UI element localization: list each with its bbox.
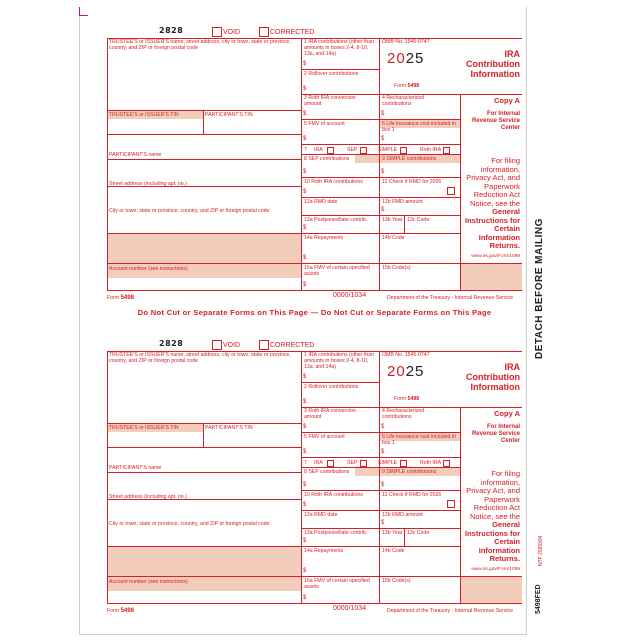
void-checkbox[interactable]: VOID [212,27,240,37]
city-label: City or town, state or province, country, and ZIP or foreign postal code [109,521,270,527]
account-label: Account number (see instructions) [109,266,188,272]
ira-checkbox[interactable] [327,460,334,467]
box14b-label: 14b Code [382,235,405,241]
form-label-top: Form 5498 [394,83,420,89]
trustee-tin-label: TRUSTEE'S or ISSUER'S TIN [109,112,179,118]
corrected-checkbox[interactable]: CORRECTED [259,27,314,37]
box7-label: 7 [304,147,307,153]
form-code: 2828 [159,26,184,35]
box13a-label: 13a Postponed/late contrib. [304,530,368,536]
catalog-number: 0000/1034 [333,292,367,299]
box7-ira: IRA [314,460,323,466]
form-title: IRA Contribution Information [466,362,520,392]
form-5498: 2828 VOID CORRECTED TRUSTEE'S or ISSUER'S name, street address, city or town, state or province, country, and ZIP or foreign postal code TRUSTEE'S or ISSUER'S TIN PARTICIPANT'S TIN PARTICIPANT'S name Street address (including apt. no.) City or town, state or province, country, and ZIP or foreign postal code Account number (see instructions) 1 IRA contributions (other than amounts in boxes 2-4, 8-10, 13a, and 14a) $ 2 Rollover contributions $ 3 Roth IRA conversion amount $ 5 FMV of account $ 7 IRA SEP SIMPLE Roth IRA 8 SEP contributions $ 10 Roth IRA contributions $ 12a RMD date 13a Postponed/late contrib. $ 14a Repayments $ 15a FMV of certain specified assets $ OMB No. 1545-0747 2025 Form 5498 4 Recharacterized contributions $ 6 Life insurance cost included in box 1 $ 9 SIMPLE contributions $ 11 Check if RMD for 2026 12b RMD amount $ 13b Year 13c Code 14b Code 15b Code(s) IRA Contribution Information Copy A For Internal Revenue Service Center For filing information, Privacy Act, and Paperwork Reduction Act Notice, see the General Instructions for Certain Information Returns. www.irs.gov/Form1099 Form 5498 0000/1034 Department of the Treasury - Internal Revenue Service [107,26,520,301]
box13b-label: 13b Year [382,217,403,223]
street-label: Street address (including apt. no.) [109,181,187,187]
form-title: IRA Contribution Information [466,49,520,79]
box7-roth: Roth IRA [420,460,442,466]
street-label: Street address (including apt. no.) [109,494,187,500]
box1-label: 1 IRA contributions (other than amounts in boxes 2-4, 8-10, 13a, and 14a) [304,39,375,57]
service-center: For Internal Revenue Service Center [471,424,520,444]
dept-label: Department of the Treasury - Internal Revenue Service [387,608,514,614]
box7-roth: Roth IRA [420,147,442,153]
box12a-label: 12a RMD date [304,512,338,518]
box1-label: 1 IRA contributions (other than amounts in boxes 2-4, 8-10, 13a, and 14a) [304,352,375,370]
roth-ira-checkbox[interactable] [443,460,450,467]
void-checkbox[interactable]: VOID [212,340,240,350]
trustee-label: TRUSTEE'S or ISSUER'S name, street address, city or town, state or province, country, and ZIP or foreign postal code [109,352,291,364]
shaded-area [107,233,301,263]
nte-label: NTF 2585994 [538,535,544,566]
box2-label: 2 Rollover contributions [304,384,359,390]
dept-label: Department of the Treasury - Internal Revenue Service [387,295,514,301]
account-label: Account number (see instructions) [109,579,188,585]
instructions: For filing information, Privacy Act, and Paperwork Reduction Act Notice, see the General Instructions for Certain Information Returns. [464,156,520,250]
shaded-area [460,263,522,290]
box14b-label: 14b Code [382,548,405,554]
omb-number: OMB No. 1545-0747 [382,39,430,45]
shaded-area [107,546,301,576]
roth-ira-checkbox[interactable] [443,147,450,154]
box6-label: 6 Life insurance cost included in box 1 [382,121,456,133]
trustee-label: TRUSTEE'S or ISSUER'S name, street address, city or town, state or province, country, and ZIP or foreign postal code [109,39,291,51]
participant-name-label: PARTICIPANT'S name [109,152,162,158]
box13c-label: 13c Code [407,530,430,536]
box8-label: 8 SEP contributions [304,156,350,162]
irs-url: www.irs.gov/Form1099 [471,254,520,259]
box7-ira: IRA [314,147,323,153]
box15a-label: 15a FMV of certain specified assets [304,265,370,277]
form-footer: Form 5498 [107,608,134,614]
ira-checkbox[interactable] [327,147,334,154]
shaded-area [460,576,522,603]
box9-label: 9 SIMPLE contributions [382,156,437,162]
sep-checkbox[interactable] [360,147,367,154]
box7-sep: SEP [347,460,358,466]
participant-tin-label: PARTICIPANT'S TIN [205,425,253,431]
box15a-label: 15a FMV of certain specified assets [304,578,370,590]
box7-simple: SIMPLE [378,147,398,153]
participant-tin-label: PARTICIPANT'S TIN [205,112,253,118]
instructions: For filing information, Privacy Act, and Paperwork Reduction Act Notice, see the General Instructions for Certain Information Returns. [464,469,520,563]
box5-label: 5 FMV of account [304,121,345,127]
tax-year: 2025 [387,50,425,67]
trustee-tin-label: TRUSTEE'S or ISSUER'S TIN [109,425,179,431]
box7-sep: SEP [347,147,358,153]
box5-label: 5 FMV of account [304,434,345,440]
box3-label: 3 Roth IRA conversion amount [304,95,356,107]
city-label: City or town, state or province, country, and ZIP or foreign postal code [109,208,270,214]
irs-url: www.irs.gov/Form1099 [471,567,520,572]
service-center: For Internal Revenue Service Center [471,111,520,131]
box15b-label: 15b Code(s) [382,265,411,271]
box13a-label: 13a Postponed/late contrib. [304,217,368,223]
copy-label: Copy A [494,409,520,418]
form-code: 2828 [159,339,184,348]
box9-label: 9 SIMPLE contributions [382,469,437,475]
box14a-label: 14a Repayments [304,235,344,241]
sep-checkbox[interactable] [360,460,367,467]
rmd-checkbox[interactable] [447,500,455,508]
catalog-number: 0000/1034 [333,605,367,612]
box11-label: 11 Check if RMD for 2026 [382,179,442,185]
box2-label: 2 Rollover contributions [304,71,359,77]
box10-label: 10 Roth IRA contributions [304,492,363,498]
rmd-checkbox[interactable] [447,187,455,195]
box13b-label: 13b Year [382,530,403,536]
box13c-label: 13c Code [407,217,430,223]
form-5498: 2828 VOID CORRECTED TRUSTEE'S or ISSUER'S name, street address, city or town, state or province, country, and ZIP or foreign postal code TRUSTEE'S or ISSUER'S TIN PARTICIPANT'S TIN PARTICIPANT'S name Street address (including apt. no.) City or town, state or province, country, and ZIP or foreign postal code Account number (see instructions) 1 IRA contributions (other than amounts in boxes 2-4, 8-10, 13a, and 14a) $ 2 Rollover contributions $ 3 Roth IRA conversion amount $ 5 FMV of account $ 7 IRA SEP SIMPLE Roth IRA 8 SEP contributions $ 10 Roth IRA contributions $ 12a RMD date 13a Postponed/late contrib. $ 14a Repayments $ 15a FMV of certain specified assets $ OMB No. 1545-0747 2025 Form 5498 4 Recharacterized contributions $ 6 Life insurance cost included in box 1 $ 9 SIMPLE contributions $ 11 Check if RMD for 2026 12b RMD amount $ 13b Year 13c Code 14b Code 15b Code(s) IRA Contribution Information Copy A For Internal Revenue Service Center For filing information, Privacy Act, and Paperwork Reduction Act Notice, see the General Instructions for Certain Information Returns. www.irs.gov/Form1099 Form 5498 0000/1034 Department of the Treasury - Internal Revenue Service [107,339,520,614]
box7-label: 7 [304,460,307,466]
tax-year: 2025 [387,363,425,380]
separation-banner: Do Not Cut or Separate Forms on This Page — Do Not Cut or Separate Forms on This Page [137,308,492,317]
sku-label: 5498FED [535,584,542,614]
simple-checkbox[interactable] [400,147,407,154]
box14a-label: 14a Repayments [304,548,344,554]
box15b-label: 15b Code(s) [382,578,411,584]
box4-label: 4 Recharacterized contributions [382,408,425,420]
box6-label: 6 Life insurance cost included in box 1 [382,434,456,446]
box12b-label: 12b RMD amount [382,199,423,205]
box7-simple: SIMPLE [378,460,398,466]
box4-label: 4 Recharacterized contributions [382,95,425,107]
box11-label: 11 Check if RMD for 2026 [382,492,442,498]
crop-mark [79,7,88,16]
box8-label: 8 SEP contributions [304,469,350,475]
form-label-top: Form 5498 [394,396,420,402]
box3-label: 3 Roth IRA conversion amount [304,408,356,420]
form-footer: Form 5498 [107,295,134,301]
omb-number: OMB No. 1545-0747 [382,352,430,358]
box10-label: 10 Roth IRA contributions [304,179,363,185]
corrected-checkbox[interactable]: CORRECTED [259,340,314,350]
participant-name-label: PARTICIPANT'S name [109,465,162,471]
box12a-label: 12a RMD date [304,199,338,205]
simple-checkbox[interactable] [400,460,407,467]
box12b-label: 12b RMD amount [382,512,423,518]
copy-label: Copy A [494,96,520,105]
detach-label: DETACH BEFORE MAILING [534,218,545,359]
